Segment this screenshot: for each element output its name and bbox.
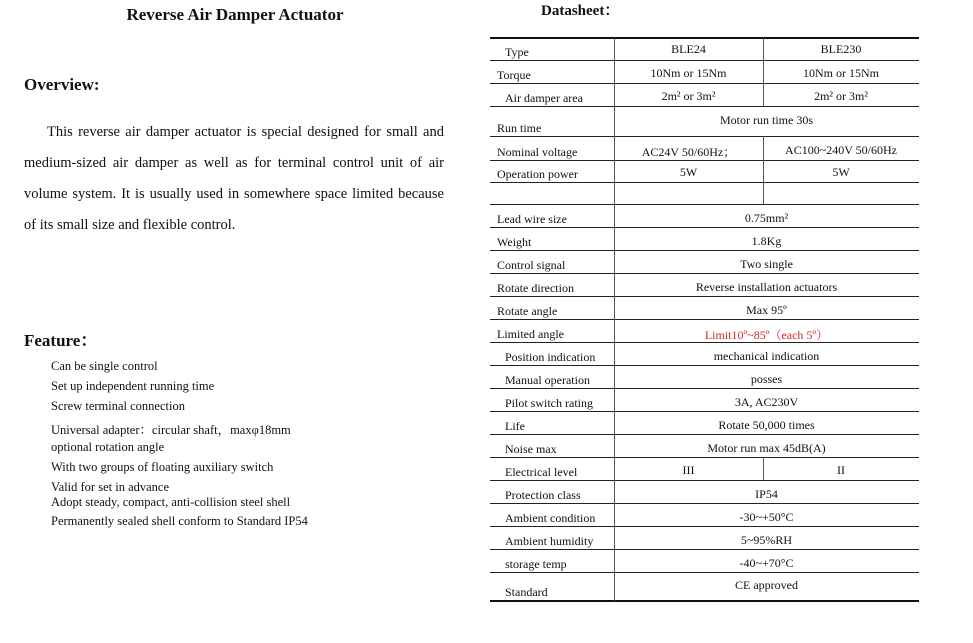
overview-heading: Overview: [24,75,100,94]
table-rule [490,411,919,412]
row-label: Ambient humidity [505,534,594,548]
table-rule [490,37,919,39]
table-rule [490,600,919,602]
table-rule [490,273,919,274]
row-value: IP54 [755,487,778,501]
row-label: Lead wire size [497,212,567,226]
feature-item: With two groups of floating auxiliary switch [51,460,274,474]
table-rule [490,365,919,366]
row-value-ble24: III [682,463,695,477]
table-rule [490,106,919,107]
row-label: Protection class [505,488,581,502]
row-label: Position indication [505,350,596,364]
row-value: Rotate 50,000 times [718,418,815,432]
row-value: Max 95º [746,303,787,317]
table-rule [490,227,919,228]
row-value: 0.75mm² [744,211,789,225]
table-rule [490,160,919,161]
row-label: Standard [505,585,548,599]
row-value: CE approved [735,578,798,592]
table-rule [490,457,919,458]
row-value-ble230: 2m² or 3m² [814,89,868,103]
row-value: Limit10º~85º（each 5º） [704,328,829,342]
feature-item: optional rotation angle [51,440,165,454]
row-value-ble24: BLE24 [671,42,706,56]
table-rule [490,136,919,137]
row-value: posses [750,372,783,386]
table-rule [490,434,919,435]
row-value-ble230: AC100~240V 50/60Hz [785,143,897,157]
row-label: Nominal voltage [497,145,578,159]
row-label: Pilot switch rating [505,396,593,410]
row-value: -40~+70°C [739,556,794,570]
row-label: Operation power [497,167,578,181]
row-label: Torque [497,68,531,82]
table-rule [490,388,919,389]
row-value: 1.8Kg [751,234,782,248]
feature-item: Permanently sealed shell conform to Standard IP54 [51,514,308,528]
row-value-ble24: AC24V 50/60Hz； [641,145,736,159]
table-rule [490,204,919,205]
row-value-ble24: 5W [679,165,698,179]
row-label: Run time [497,121,542,135]
table-rule [490,60,919,61]
row-label: Rotate angle [497,304,558,318]
overview-paragraph: This reverse air damper actuator is special designed for small and medium-sized air damper as well as for terminal control unit of air volume system. It is usually used in somewhere space limited because of its small size and flexible control. [24,124,444,233]
row-label: Control signal [497,258,566,272]
document-title: Reverse Air Damper Actuator [126,5,344,24]
row-value: Reverse installation actuators [695,280,838,294]
table-rule [490,503,919,504]
row-label: Type [505,45,529,59]
row-label: Manual operation [505,373,590,387]
row-value: mechanical indication [713,349,820,363]
feature-item: Can be single control [51,359,158,373]
datasheet-heading: Datasheet： [541,3,620,19]
feature-item: Set up independent running time [51,379,215,393]
row-value-ble24: 10Nm or 15Nm [650,66,727,80]
row-value-ble230: 5W [832,165,850,179]
feature-heading: Feature： [24,331,98,350]
row-value: Two single [740,257,793,271]
table-rule [490,480,919,481]
row-value: -30~+50°C [739,510,794,524]
row-value-ble230: 10Nm or 15Nm [803,66,879,80]
row-label: Rotate direction [497,281,574,295]
row-label: Life [505,419,525,433]
row-label: Air damper area [505,91,583,105]
row-value: Motor run time 30s [720,113,813,127]
table-rule [490,526,919,527]
column-divider [763,182,764,204]
table-rule [490,182,919,183]
feature-item: Universal adapter：circular shaft，maxφ18mm [51,423,291,437]
table-rule [490,83,919,84]
row-value-ble230: II [837,463,845,477]
row-label: Noise max [505,442,557,456]
row-value: 3A, AC230V [734,395,799,409]
table-rule [490,250,919,251]
row-value: 5~95%RH [740,533,793,547]
row-label: Weight [497,235,532,249]
feature-item: Adopt steady, compact, anti-collision steel shell [51,495,291,509]
row-label: storage temp [505,557,567,571]
row-label: Electrical level [505,465,578,479]
table-rule [490,572,919,573]
row-value-ble24: 2m² or 3m² [661,89,716,103]
row-value-ble230: BLE230 [820,42,862,56]
table-rule [490,549,919,550]
row-label: Limited angle [497,327,564,341]
feature-item: Screw terminal connection [51,399,185,413]
table-rule [490,296,919,297]
feature-item: Valid for set in advance [51,480,170,494]
row-value: Motor run max 45dB(A) [707,441,826,455]
table-rule [490,319,919,320]
row-label: Ambient condition [505,511,596,525]
